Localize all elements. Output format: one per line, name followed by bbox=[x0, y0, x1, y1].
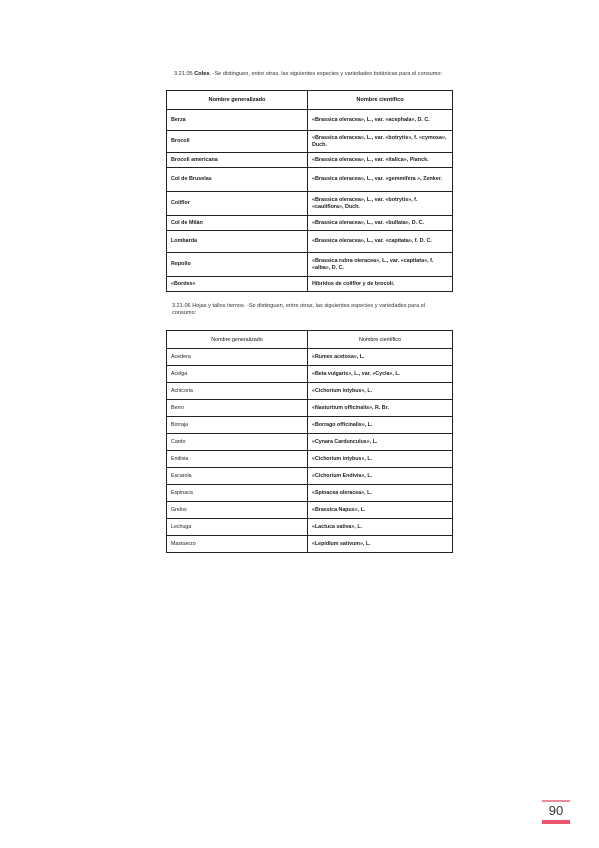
scientific-name-cell: «Rumex acetosa», L. bbox=[308, 349, 453, 366]
common-name-cell: Achicoria bbox=[167, 383, 308, 400]
page-number-badge bbox=[542, 800, 570, 826]
table-row bbox=[167, 277, 453, 292]
common-name-cell: Espinaca bbox=[167, 485, 308, 502]
common-name-cell: Coliflor bbox=[167, 192, 308, 216]
scientific-name-cell: «Brassica Napus», L. bbox=[308, 502, 453, 519]
table-row bbox=[167, 153, 453, 168]
table-row bbox=[167, 468, 453, 485]
scientific-name-cell: «Cichorium intybus», L. bbox=[308, 451, 453, 468]
table-row bbox=[167, 231, 453, 253]
table-row bbox=[167, 253, 453, 277]
common-name-cell: Col de Milán bbox=[167, 216, 308, 231]
scientific-name-cell: «Brassica rubra oleracea», L., var. «capitata», f. «alba», D. C. bbox=[308, 253, 453, 277]
section-heading-hojas bbox=[172, 303, 442, 317]
common-name-cell: Escarola bbox=[167, 468, 308, 485]
common-name-cell: Lombarda bbox=[167, 231, 308, 253]
scientific-name-cell: «Cichorium Endivia», L. bbox=[308, 468, 453, 485]
scientific-name-cell: «Borrago officinalis», L. bbox=[308, 417, 453, 434]
scientific-name-cell: «Lepidium sativum», L. bbox=[308, 536, 453, 553]
table-header-row bbox=[167, 91, 453, 110]
common-name-cell: Berro bbox=[167, 400, 308, 417]
common-name-cell: «Bordes» bbox=[167, 277, 308, 292]
table-row bbox=[167, 131, 453, 153]
scientific-name-cell: «Brassica oleracea», L., var. «acephala», D. C. bbox=[308, 110, 453, 131]
section-number: 3.21.06 bbox=[172, 303, 191, 309]
scientific-name-cell: «Cynara Cardunculus», L. bbox=[308, 434, 453, 451]
table-row bbox=[167, 519, 453, 536]
column-header: Nombre científico bbox=[308, 331, 453, 349]
scientific-name-cell: «Brassica oleracea», L., var. «botrytis», f. «cauliflora», Duch. bbox=[308, 192, 453, 216]
table-row bbox=[167, 536, 453, 553]
scientific-name-cell: «Lactuca sativa», L. bbox=[308, 519, 453, 536]
scientific-name-cell: «Brassica oleracea», L., var. «capitata», f. D. C. bbox=[308, 231, 453, 253]
table-row bbox=[167, 400, 453, 417]
common-name-cell: Borraja bbox=[167, 417, 308, 434]
common-name-cell: Endivia bbox=[167, 451, 308, 468]
table-row bbox=[167, 110, 453, 131]
section-title: Hojas y tallos tiernos bbox=[192, 303, 244, 309]
table-row bbox=[167, 366, 453, 383]
scientific-name-cell: «Nasturtium officinalis», R. Br. bbox=[308, 400, 453, 417]
table-row bbox=[167, 485, 453, 502]
table-row bbox=[167, 349, 453, 366]
table-row bbox=[167, 417, 453, 434]
common-name-cell: Repollo bbox=[167, 253, 308, 277]
hojas-table bbox=[166, 330, 453, 553]
column-header: Nombre generalizado bbox=[167, 331, 308, 349]
section-intro: . -Se distinguen, entre otras, las siguientes especies y variedades para el consumo: bbox=[172, 303, 426, 316]
common-name-cell: Lechuga bbox=[167, 519, 308, 536]
common-name-cell: Grelos bbox=[167, 502, 308, 519]
common-name-cell: Berza bbox=[167, 110, 308, 131]
page-number-accent-bar bbox=[542, 800, 570, 802]
common-name-cell: Mastuerzo bbox=[167, 536, 308, 553]
scientific-name-cell: «Brassica oleracea», L., var. «botrytis», f. «cymosa», Duch. bbox=[308, 131, 453, 153]
table-row bbox=[167, 451, 453, 468]
scientific-name-cell: «Brassica oleracea», L., var. «gemmifera », Zenker. bbox=[308, 168, 453, 192]
section-intro: . -Se distinguen, entre otras, las siguientes especies y variedades botánicas para el consumo: bbox=[209, 71, 443, 77]
table-row bbox=[167, 502, 453, 519]
scientific-name-cell: «Spinacea oleracea», L. bbox=[308, 485, 453, 502]
common-name-cell: Brocoli bbox=[167, 131, 308, 153]
common-name-cell: Acelga bbox=[167, 366, 308, 383]
scientific-name-cell: «Brassica oleracea», L., var. «italica», Planck. bbox=[308, 153, 453, 168]
section-heading-coles bbox=[174, 71, 474, 77]
scientific-name-cell: «Beta vulgaris», L., var. «Cycla», L. bbox=[308, 366, 453, 383]
scientific-name-cell: Híbridos de coliflor y de brocoli. bbox=[308, 277, 453, 292]
column-header: Nombre científico bbox=[308, 91, 453, 110]
common-name-cell: Cardo bbox=[167, 434, 308, 451]
section-title: Coles bbox=[194, 71, 210, 77]
table-row bbox=[167, 192, 453, 216]
scientific-name-cell: «Cichorium intybus», L. bbox=[308, 383, 453, 400]
common-name-cell: Col de Bruselas bbox=[167, 168, 308, 192]
coles-table bbox=[166, 90, 453, 292]
column-header: Nombre generalizado bbox=[167, 91, 308, 110]
table-row bbox=[167, 383, 453, 400]
table-row bbox=[167, 434, 453, 451]
table-header-row bbox=[167, 331, 453, 349]
scientific-name-cell: «Brassica oleracea», L., var. «bullata», D. C. bbox=[308, 216, 453, 231]
page-number: 90 bbox=[548, 803, 564, 818]
table-row bbox=[167, 168, 453, 192]
table-row bbox=[167, 216, 453, 231]
common-name-cell: Brocoli americana bbox=[167, 153, 308, 168]
page-number-accent-bar bbox=[542, 820, 570, 824]
common-name-cell: Acedera bbox=[167, 349, 308, 366]
section-number: 3.21.05 bbox=[174, 71, 193, 77]
